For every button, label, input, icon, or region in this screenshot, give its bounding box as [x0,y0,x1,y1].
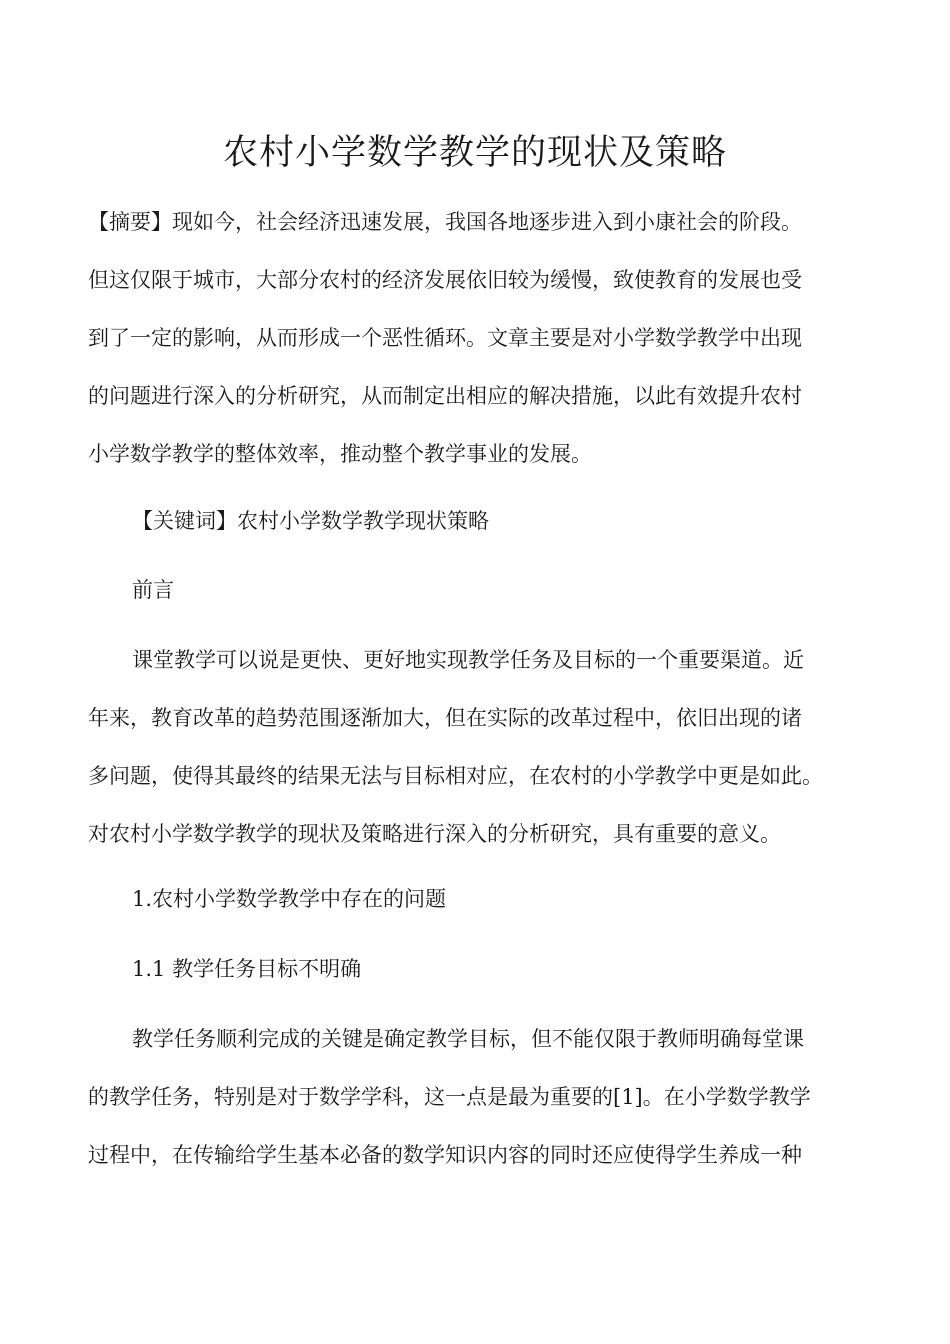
intro-line: 对农村小学数学教学的现状及策略进行深入的分析研究，具有重要的意义。 [88,822,781,846]
intro-line: 多问题，使得其最终的结果无法与目标相对应，在农村的小学教学中更是如此。 [88,764,823,788]
section-1-1-heading-text: 1.1 教学任务目标不明确 [132,957,362,981]
section-1-1-paragraph [88,1010,863,1184]
abstract-line: 但这仅限于城市，大部分农村的经济发展依旧较为缓慢，致使教育的发展也受 [88,268,802,292]
section-1-1-line: 的教学任务，特别是对于数学学科，这一点是最为重要的[1]。在小学数学教学 [88,1085,811,1109]
intro-line: 课堂教学可以说是更快、更好地实现教学任务及目标的一个重要渠道。近 [132,648,804,672]
section-1-1-heading [88,940,863,998]
abstract-paragraph [88,193,863,483]
abstract-line: 的问题进行深入的分析研究，从而制定出相应的解决措施，以此有效提升农村 [88,384,802,408]
section-1-1-line: 教学任务顺利完成的关键是确定教学目标，但不能仅限于教师明确每堂课 [132,1027,804,1051]
section-1-heading-text: 1.农村小学数学教学中存在的问题 [132,887,447,911]
keywords-line: 【关键词】农村小学数学教学现状策略 [132,509,489,533]
section-1-1-line: 过程中，在传输给学生基本必备的数学知识内容的同时还应使得学生养成一种 [88,1143,802,1167]
abstract-line: 小学数学教学的整体效率，推动整个教学事业的发展。 [88,442,592,466]
abstract-line: 到了一定的影响，从而形成一个恶性循环。文章主要是对小学数学教学中出现 [88,326,802,350]
section-1-heading [88,870,863,928]
keywords-paragraph [88,492,863,550]
preface-heading [88,561,863,619]
preface-heading-text: 前言 [132,578,174,602]
abstract-line: 【摘要】现如今，社会经济迅速发展，我国各地逐步进入到小康社会的阶段。 [88,210,802,234]
intro-paragraph [88,631,863,863]
document-title: 农村小学数学教学的现状及策略 [222,133,727,173]
intro-line: 年来，教育改革的趋势范围逐渐加大，但在实际的改革过程中，依旧出现的诸 [88,706,802,730]
